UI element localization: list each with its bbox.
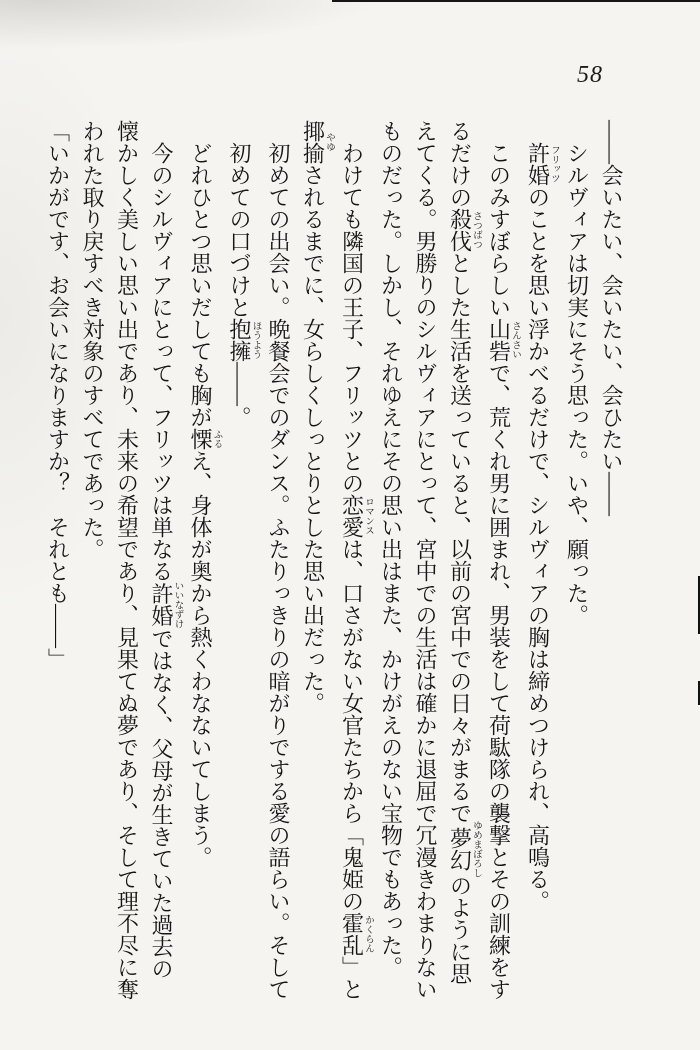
ruby-annotated-word: 霍乱かくらん	[339, 912, 373, 956]
text-line: 懐かしく美しい思い出であり、未来の希望であり、見果てぬ夢であり、そして理不尽に奪	[114, 120, 140, 1000]
ruby-annotated-word: 許婚フリッツ	[525, 142, 559, 186]
ruby-annotated-word: 殺伐さつばつ	[447, 208, 481, 252]
text-line: わけても隣国の王子、フリッツとの恋愛ロマンスは、口さがない女官たちから「鬼姫の霍乱かくらん」と	[339, 142, 373, 1000]
ruby-annotated-word: 夢幻ゆめまぼろし	[447, 820, 481, 878]
ruby-annotated-word: 山砦さんさい	[486, 318, 520, 362]
text-line: ——会いたい、会いたい、会ひたい——	[599, 120, 624, 516]
vertical-text-block	[40, 120, 628, 1025]
text-line: 許婚フリッツのことを思い浮かべるだけで、シルヴィアの胸は締めつけられ、高鳴る。	[525, 142, 559, 912]
text-line: ものだった。しかし、それゆえにその思い出はまた、かけがえのない宝物でもあった。	[378, 120, 404, 978]
page-number: 58	[577, 62, 603, 88]
ruby-annotated-word: 恋愛ロマンス	[339, 494, 373, 538]
text-line: 初めての口づけと抱擁ほうよう——。	[227, 142, 261, 428]
text-line: どれひとつ思いだしても胸が慄ふるえ、身体が奥から熱くわなないてしまう。	[188, 142, 222, 868]
text-line: このみすぼらしい山砦さんさいで、荒くれ男に囲まれ、男装をして荷駄隊の襲撃とその訓練をす	[486, 142, 520, 1000]
text-line: るだけの殺伐さつばつとした生活を送っていると、以前の宮中での日々がまるで夢幻ゆめまぼろしのように思	[447, 120, 481, 985]
ruby-annotated-word: 揶揄やゆ	[300, 120, 334, 164]
text-line: 今のシルヴィアにとって、フリッツは単なる許婚いいなずけではなく、父母が生きていた過去の	[149, 142, 183, 980]
text-line: えてくる。男勝りのシルヴィアにとって、宮中での生活は確かに退屈で冗漫きわまりない	[413, 120, 438, 1000]
text-line: シルヴィアは切実にそう思った。いや、願った。	[564, 142, 590, 626]
ruby-annotated-word: 許婚いいなずけ	[149, 581, 183, 629]
text-line: われた取り戻すべき対象のすべてであった。	[80, 120, 105, 560]
ruby-annotated-word: 慄ふる	[188, 428, 222, 450]
text-line: 「いかがです、お会いになりますか？ それとも——」	[45, 120, 71, 670]
text-line: 揶揄やゆされるまでに、女らしくしっとりとした思い出だった。	[300, 120, 334, 714]
text-line: 初めての出会い。晩餐会でのダンス。ふたりっきりの暗がりでする愛の語らい。そして	[266, 142, 291, 1000]
scan-top-edge-artifact	[332, 0, 700, 2]
ruby-annotated-word: 抱擁ほうよう	[227, 318, 261, 362]
